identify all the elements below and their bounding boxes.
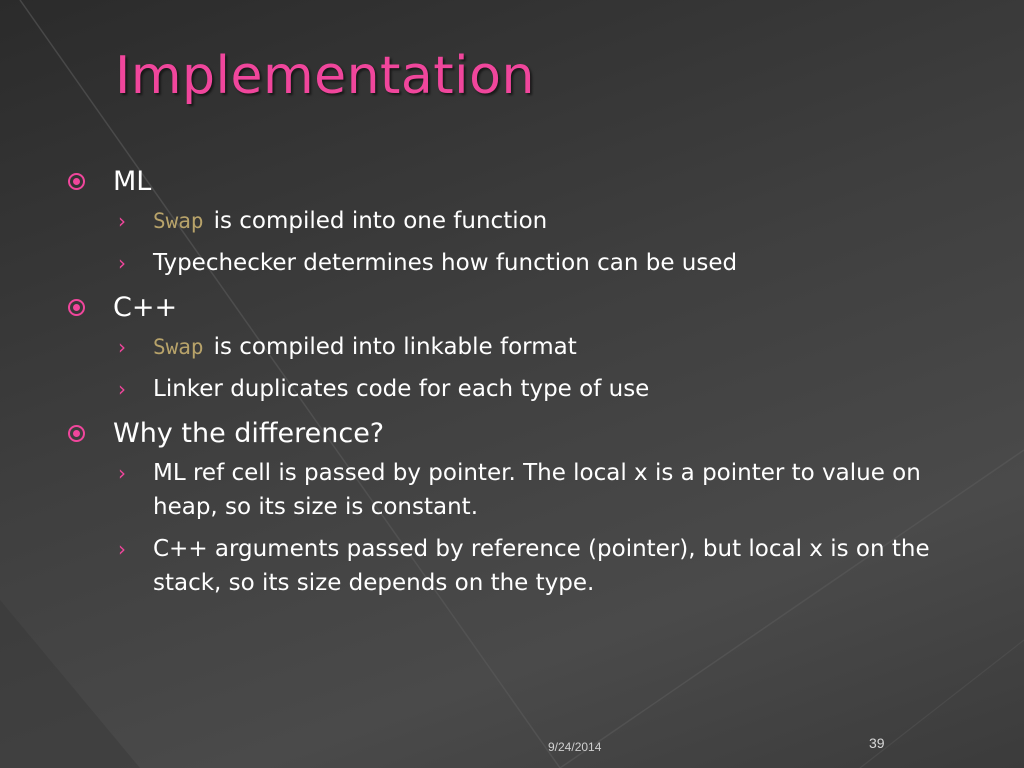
code-keyword: Swap [153,209,204,233]
slide-title: Implementation [115,46,535,106]
sub-bullet-text: ML ref cell is passed by pointer. The local x is a pointer to value on heap, so its size is constant. [153,460,921,520]
circled-dot-icon [68,173,85,190]
bullet-ml [68,162,968,202]
sub-bullet-text: C++ arguments passed by reference (pointer), but local x is on the stack, so its size depends on the type. [153,536,930,596]
code-keyword: Swap [153,335,204,359]
circled-dot-icon [68,425,85,442]
circled-dot-icon [68,299,85,316]
chevron-right-icon: › [118,537,126,561]
sub-bullet-text: is compiled into one function [213,208,548,234]
chevron-right-icon: › [118,335,126,359]
sub-bullet [68,246,968,280]
bullet-heading: C++ [113,292,178,323]
chevron-right-icon: › [118,461,126,485]
bullet-why [68,414,968,454]
sub-bullet [68,532,968,600]
bullet-heading: Why the difference? [113,418,385,449]
sub-bullet [68,330,968,364]
chevron-right-icon: › [118,377,126,401]
sub-bullet-text: Linker duplicates code for each type of use [153,376,650,402]
sub-bullet [68,456,968,524]
chevron-right-icon: › [118,209,126,233]
slide-body [68,162,968,608]
chevron-right-icon: › [118,251,126,275]
sub-bullet [68,204,968,238]
bullet-cpp [68,288,968,328]
bullet-heading: ML [113,166,152,197]
sub-bullet [68,372,968,406]
sub-bullet-text: is compiled into linkable format [213,334,577,360]
footer-date: 9/24/2014 [548,740,602,754]
sub-bullet-text: Typechecker determines how function can be used [153,250,738,276]
slide-number: 39 [869,735,885,751]
